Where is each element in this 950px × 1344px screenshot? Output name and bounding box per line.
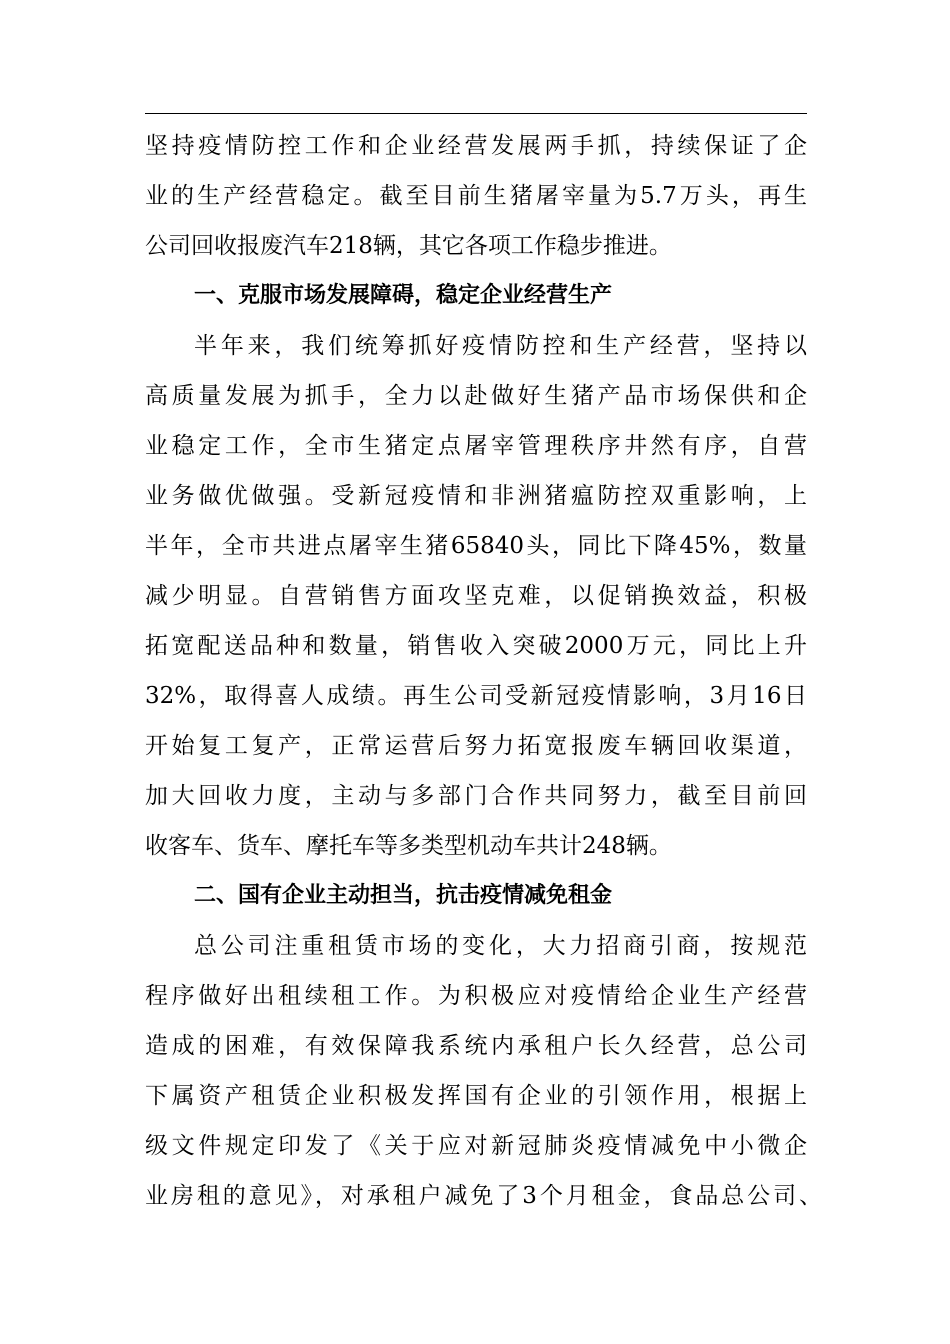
body-line: 业务做优做强。受新冠疫情和非洲猪瘟防控双重影响，上 <box>145 483 807 509</box>
body-line: 坚持疫情防控工作和企业经营发展两手抓，持续保证了企 <box>145 133 807 159</box>
body-line: 开始复工复产，正常运营后努力拓宽报废车辆回收渠道， <box>145 733 807 759</box>
body-line: 程序做好出租续租工作。为积极应对疫情给企业生产经营 <box>145 983 807 1009</box>
section-heading-2: 二、国有企业主动担当，抗击疫情减免租金 <box>194 883 613 908</box>
body-line: 高质量发展为抓手，全力以赴做好生猪产品市场保供和企 <box>145 383 807 409</box>
body-line: 级文件规定印发了《关于应对新冠肺炎疫情减免中小微企 <box>145 1133 807 1159</box>
body-line: 减少明显。自营销售方面攻坚克难，以促销换效益，积极 <box>145 583 807 609</box>
body-line: 半年，全市共进点屠宰生猪65840头，同比下降45%，数量 <box>145 533 807 559</box>
body-line: 业的生产经营稳定。截至目前生猪屠宰量为5.7万头，再生 <box>145 183 807 209</box>
body-line: 业稳定工作，全市生猪定点屠宰管理秩序井然有序，自营 <box>145 433 807 459</box>
header-rule <box>145 113 807 114</box>
body-line: 半年来，我们统筹抓好疫情防控和生产经营，坚持以 <box>194 333 807 359</box>
body-line: 收客车、货车、摩托车等多类型机动车共计248辆。 <box>145 833 672 859</box>
body-line: 造成的困难，有效保障我系统内承租户长久经营，总公司 <box>145 1033 807 1059</box>
body-line: 拓宽配送品种和数量，销售收入突破2000万元，同比上升 <box>145 633 807 659</box>
body-line: 公司回收报废汽车218辆，其它各项工作稳步推进。 <box>145 233 672 259</box>
body-line: 总公司注重租赁市场的变化，大力招商引商，按规范 <box>194 933 807 959</box>
body-line: 加大回收力度，主动与多部门合作共同努力，截至目前回 <box>145 783 807 809</box>
body-line: 32%，取得喜人成绩。再生公司受新冠疫情影响，3月16日 <box>145 683 807 709</box>
body-line: 下属资产租赁企业积极发挥国有企业的引领作用，根据上 <box>145 1083 807 1109</box>
body-line: 业房租的意见》，对承租户减免了3个月租金，食品总公司、 <box>145 1183 822 1209</box>
section-heading-1: 一、克服市场发展障碍，稳定企业经营生产 <box>194 283 613 308</box>
